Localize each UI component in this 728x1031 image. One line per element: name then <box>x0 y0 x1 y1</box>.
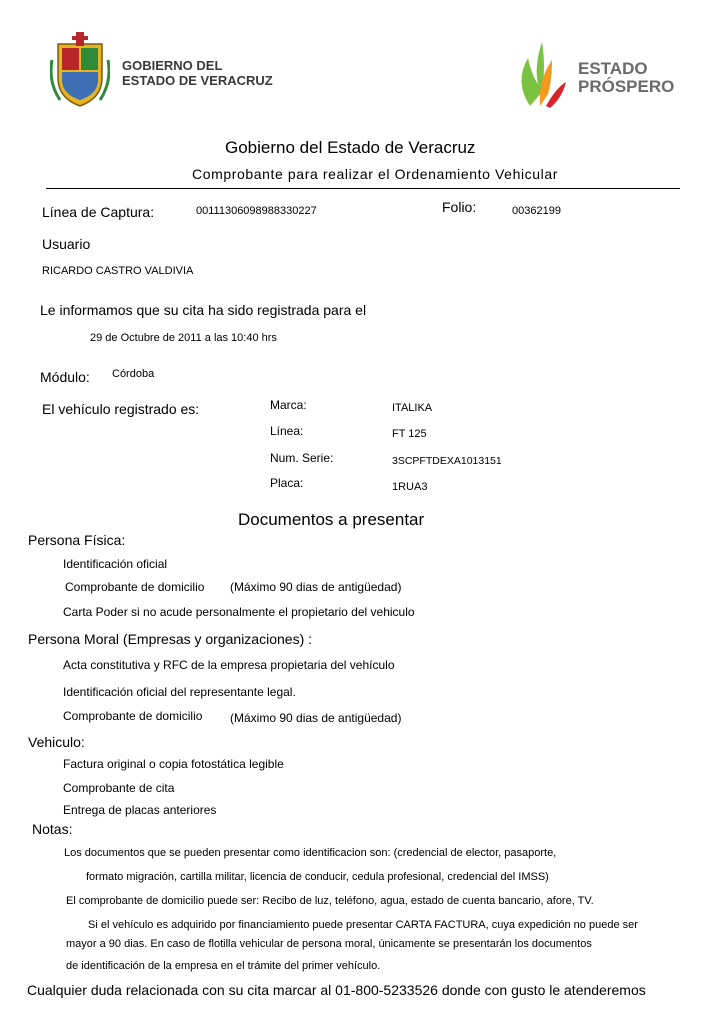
nota-line-1: Los documentos que se pueden presentar como identificacion son: (credencial de elector, pasaporte, <box>64 847 557 859</box>
linea-captura-label: Línea de Captura: <box>42 204 155 220</box>
footer-contact: Cualquier duda relacionada con su cita marcar al 01-800-5233526 donde con gusto le atenderemos <box>27 982 646 998</box>
nota-line-3: El comprobante de domicilio puede ser: Recibo de luz, teléfono, agua, estado de cuenta bancario, afore, TV. <box>66 895 594 907</box>
veracruz-coat-of-arms-logo <box>50 30 110 110</box>
fisica-item-comprobante-note: (Máximo 90 dias de antigüedad) <box>230 580 402 594</box>
fisica-item-carta-poder: Carta Poder si no acude personalmente el propietario del vehiculo <box>63 605 415 619</box>
folio-label: Folio: <box>442 199 477 215</box>
linea-captura-value: 00111306098988330227 <box>196 205 317 217</box>
moral-item-identificacion: Identificación oficial del representante legal. <box>63 685 296 699</box>
modulo-label: Módulo: <box>40 369 90 385</box>
folio-value: 00362199 <box>512 205 561 217</box>
document-title: Gobierno del Estado de Veracruz <box>225 138 476 157</box>
marca-value: ITALIKA <box>392 402 433 414</box>
linea-value: FT 125 <box>392 428 427 440</box>
cita-datetime: 29 de Octubre de 2011 a las 10:40 hrs <box>90 332 277 344</box>
fisica-item-comprobante: Comprobante de domicilio <box>65 580 205 594</box>
modulo-value: Córdoba <box>112 368 155 380</box>
moral-item-acta: Acta constitutiva y RFC de la empresa propietaria del vehículo <box>63 658 395 672</box>
serie-value: 3SCPFTDEXA1013151 <box>392 455 502 467</box>
vehiculo-item-placas: Entrega de placas anteriores <box>63 803 217 817</box>
vehiculo-label: El vehículo registrado es: <box>42 401 200 417</box>
linea-label: Línea: <box>270 424 304 438</box>
estado-prospero-flame-logo <box>512 36 568 110</box>
vehiculo-item-comprobante-cita: Comprobante de cita <box>63 781 175 795</box>
usuario-label: Usuario <box>42 236 91 252</box>
moral-item-comprobante: Comprobante de domicilio <box>63 709 203 723</box>
header-divider <box>46 188 680 189</box>
marca-label: Marca: <box>270 398 307 412</box>
persona-moral-heading: Persona Moral (Empresas y organizaciones) : <box>28 631 313 647</box>
vehiculo-item-factura: Factura original o copia fotostática legible <box>63 757 284 771</box>
placa-value: 1RUA3 <box>392 481 428 493</box>
cita-intro: Le informamos que su cita ha sido registrada para el <box>40 302 367 318</box>
nota-line-5: mayor a 90 dias. En caso de flotilla vehicular de persona moral, únicamente se presentarán los documentos <box>66 938 592 950</box>
nota-line-4: Si el vehículo es adquirido por financiamiento puede presentar CARTA FACTURA, cuya expedición no puede ser <box>88 919 638 931</box>
veracruz-logo-text: GOBIERNO DEL ESTADO DE VERACRUZ <box>122 58 273 88</box>
serie-label: Num. Serie: <box>270 451 334 465</box>
documentos-title: Documentos a presentar <box>238 510 425 529</box>
notas-heading: Notas: <box>32 821 73 837</box>
document-subtitle: Comprobante para realizar el Ordenamiento Vehicular <box>192 166 559 182</box>
vehiculo-docs-heading: Vehiculo: <box>28 734 85 750</box>
fisica-item-identificacion: Identificación oficial <box>63 557 168 571</box>
persona-fisica-heading: Persona Física: <box>28 532 126 548</box>
moral-item-comprobante-note: (Máximo 90 dias de antigüedad) <box>230 711 402 725</box>
estado-prospero-logo-text: ESTADO PRÓSPERO <box>578 59 675 96</box>
usuario-name: RICARDO CASTRO VALDIVIA <box>42 265 194 277</box>
nota-line-2: formato migración, cartilla militar, licencia de conducir, cedula profesional, credencial del IMSS) <box>86 871 549 883</box>
nota-line-6: de identificación de la empresa en el trámite del primer vehículo. <box>66 960 381 972</box>
placa-label: Placa: <box>270 476 304 490</box>
